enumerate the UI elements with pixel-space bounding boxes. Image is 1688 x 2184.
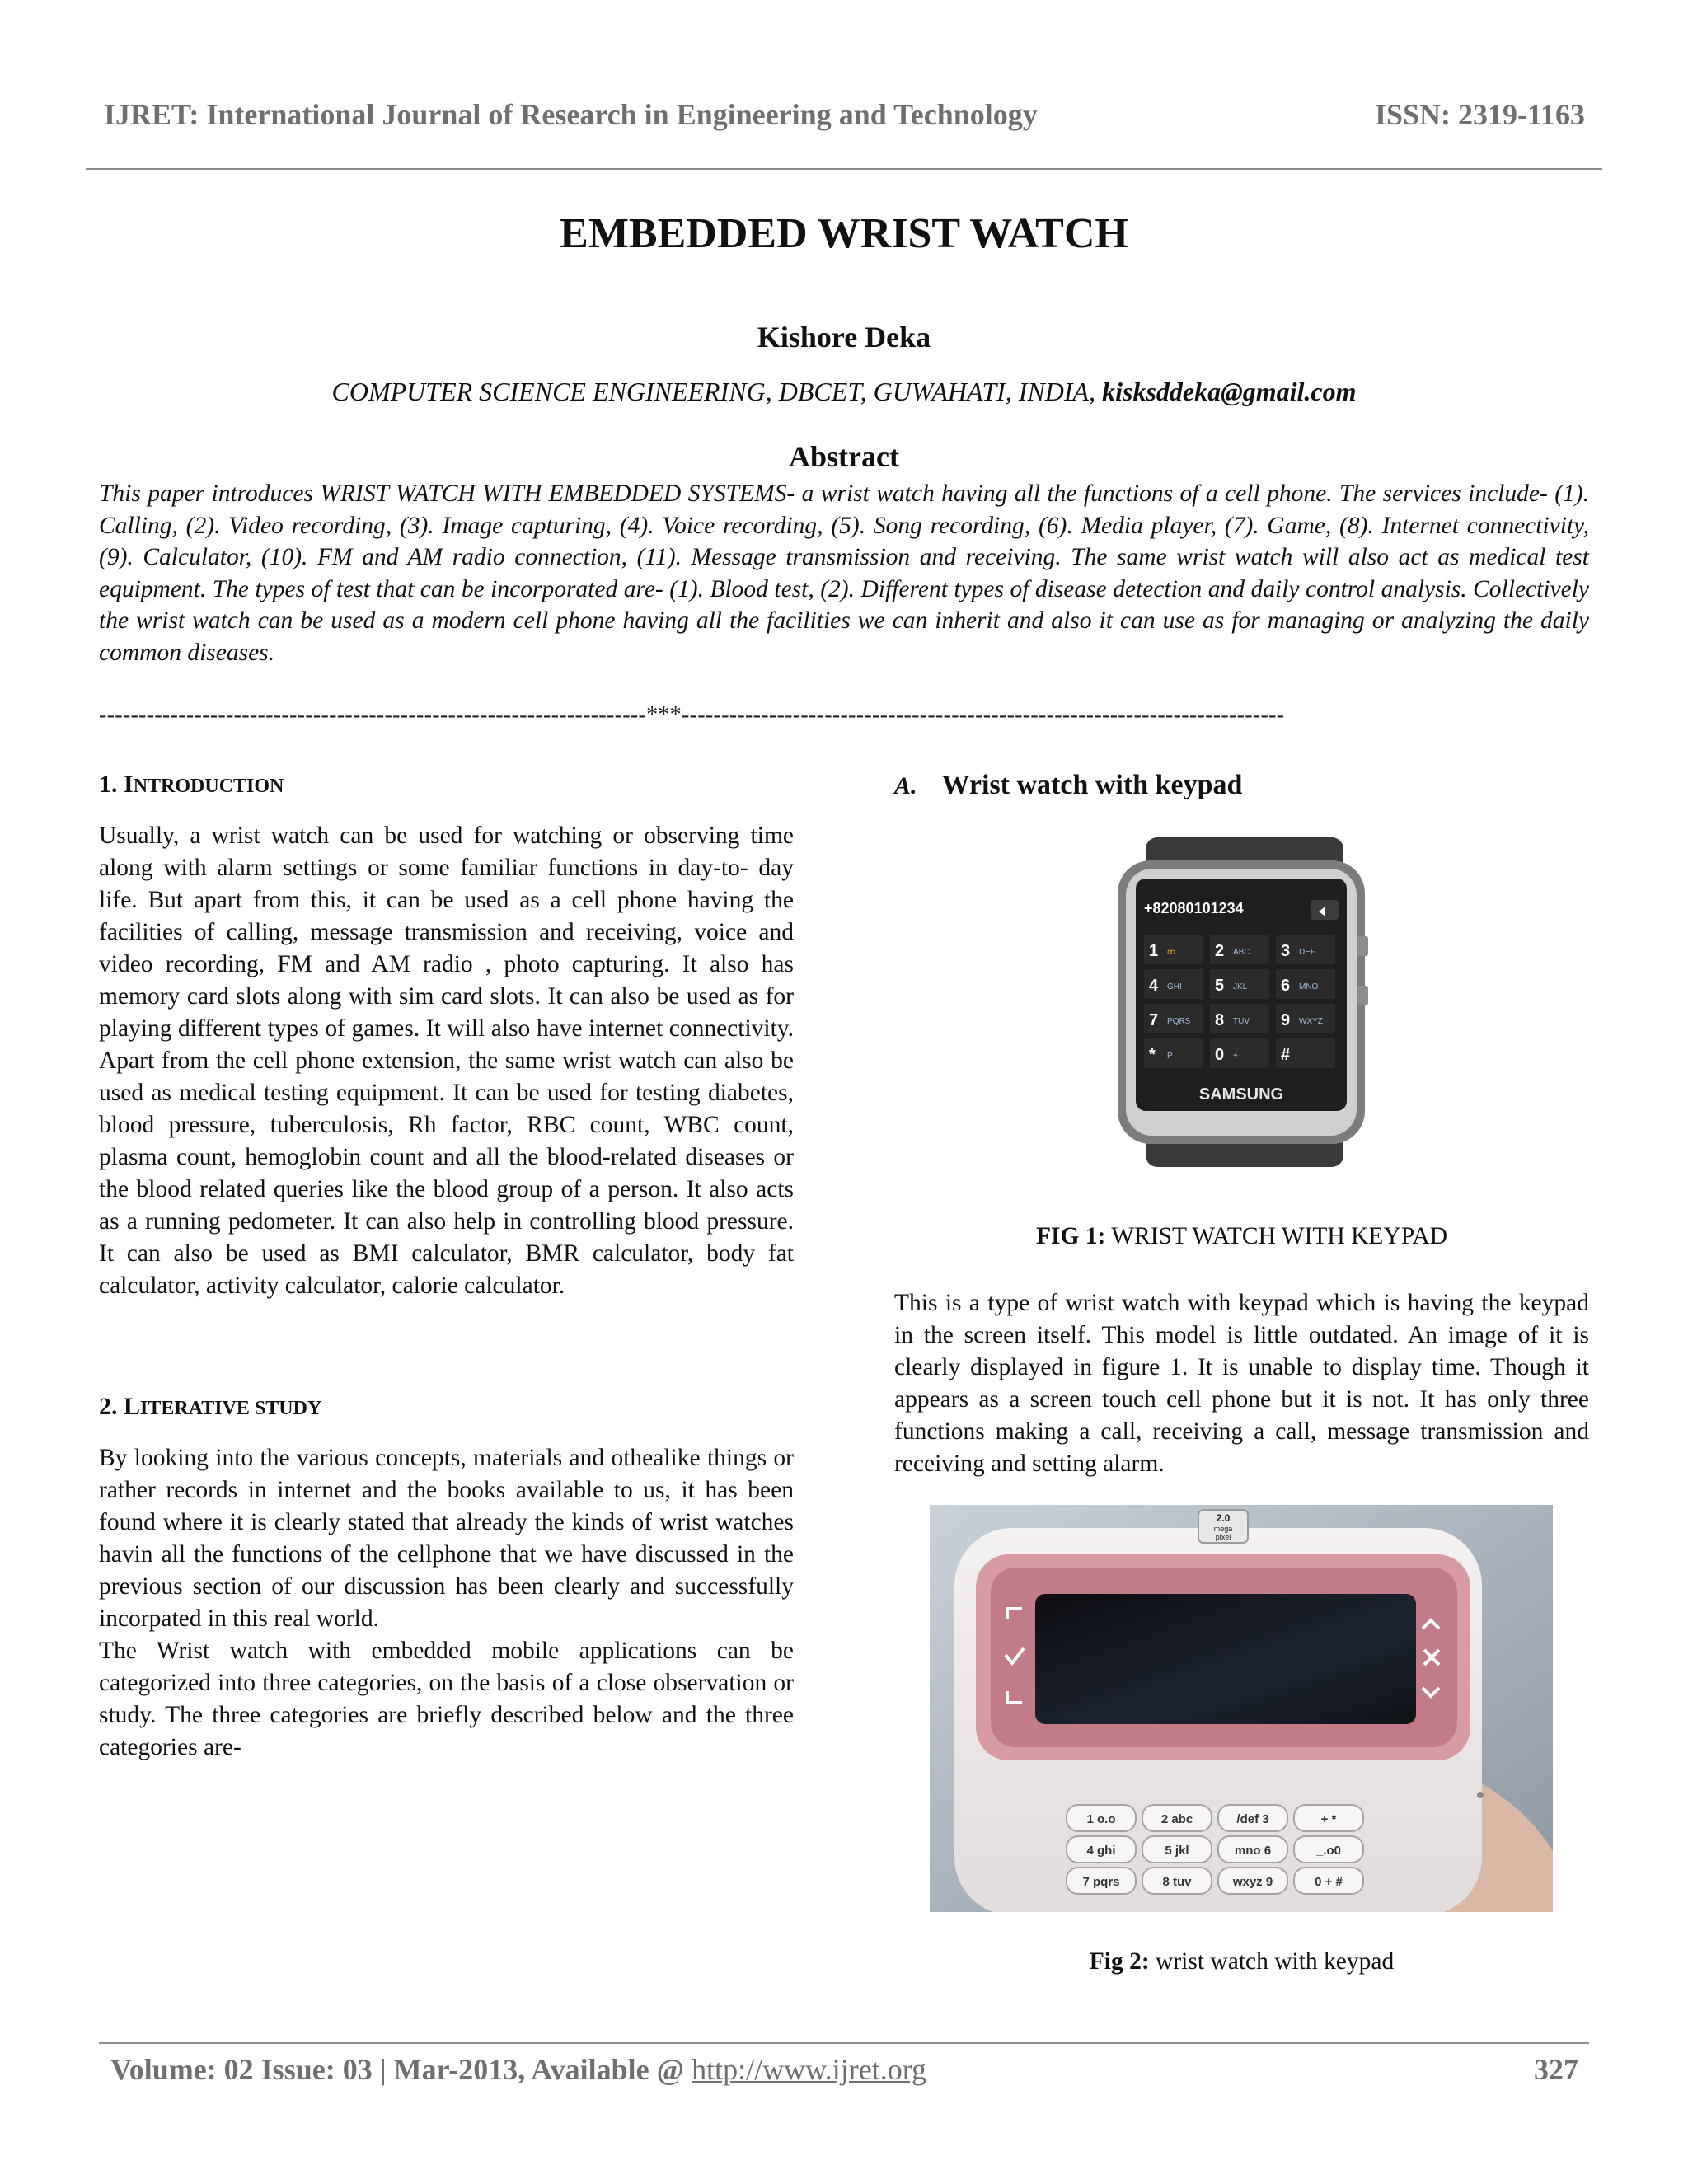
author-affiliation	[0, 377, 1688, 407]
keypad-2-key-label: _.o0	[1315, 1844, 1342, 1858]
figure-2-label: Fig 2:	[1089, 1948, 1150, 1975]
keypad-key-digit: 4	[1149, 977, 1159, 995]
camera-label-3: pixel	[1215, 1533, 1231, 1541]
watch-brand: SAMSUNG	[1198, 1085, 1284, 1104]
keypad-2-key-label: 5 jkl	[1165, 1844, 1189, 1858]
keypad-2-key-label: 1 o.o	[1086, 1812, 1116, 1826]
keypad-key-letters: WXYZ	[1299, 1017, 1323, 1026]
keypad-key-digit: 7	[1149, 1011, 1159, 1029]
issn: ISSN: 2319-1163	[1374, 98, 1585, 131]
figure-1-caption-text: WRIST WATCH WITH KEYPAD	[1105, 1223, 1448, 1249]
abstract-heading: Abstract	[789, 440, 899, 473]
keypad-key-digit: #	[1281, 1046, 1291, 1064]
figure-2-caption-text: wrist watch with keypad	[1149, 1948, 1395, 1975]
figure-2-caption	[894, 1948, 1589, 1975]
intro-heading-number: 1. I	[99, 771, 134, 798]
header-divider	[86, 168, 1602, 170]
keypad-2-key-label: 8 tuv	[1162, 1875, 1192, 1889]
keypad-key-letters: PQRS	[1167, 1017, 1191, 1026]
keypad-2-key-label: 4 ghi	[1086, 1844, 1116, 1858]
keypad-key-digit: 2	[1215, 942, 1225, 960]
intro-text: Usually, a wrist watch can be used for watching or observing time along with alarm settings or some familiar functions in day-to- day life. But apart from this, it can be used as a cell phone having the facilities of calling, message transmission and receiving, voice and video recording, FM and AM radio , photo capturing. It also has memory card slots along with sim card slots. It can also be used as for playing different types of games. It will also have internet connectivity. Apart from the cell phone extension, the same wrist watch can also be used as medical testing equipment. It can be used for testing diabetes, blood pressure, tuberculosis, Rh factor, RBC count, WBC count, plasma count, hemoglobin count and all the blood-related diseases or the blood related queries like the blood group of a person. It also acts as a running pedometer. It can also help in controlling blood pressure. It can also be used as BMI calculator, BMR calculator, body fat calculator, activity calculator, calorie calculator.	[99, 823, 794, 1299]
lit-text-2: The Wrist watch with embedded mobile applications can be categorized into three categories, on the basis of a close observation or study. The three categories are briefly described below and the three categories are-	[99, 1638, 794, 1760]
footer-volume	[110, 2052, 926, 2087]
page-number: 327	[1534, 2053, 1578, 2086]
intro-heading	[99, 771, 284, 799]
keypad-key-letters: +	[1233, 1052, 1238, 1061]
keypad-key-digit: 0	[1215, 1046, 1225, 1064]
keypad-2-key-label: + *	[1320, 1812, 1337, 1826]
author-email[interactable]: kisksddeka@gmail.com	[1102, 377, 1357, 406]
keypad-2-key-label: /def 3	[1236, 1812, 1269, 1826]
keypad-2-key-label: 7 pqrs	[1082, 1875, 1120, 1889]
side-button-2	[1357, 986, 1368, 1005]
camera-label-2: mega	[1213, 1525, 1233, 1533]
keypad-2-key-label: mno 6	[1234, 1844, 1272, 1858]
keypad-key-letters: JKL	[1233, 982, 1248, 991]
keypad-key-letters: GHI	[1167, 982, 1182, 991]
footer-volume-text: Volume: 02 Issue: 03 | Mar-2013, Available @	[110, 2053, 692, 2086]
affiliation-text: COMPUTER SCIENCE ENGINEERING, DBCET, GUWAHATI, INDIA,	[331, 377, 1103, 406]
keypad-key-digit: 3	[1281, 942, 1291, 960]
figure-1-caption	[894, 1223, 1589, 1250]
keypad-2-key-label: 0 + #	[1315, 1875, 1343, 1889]
keypad-key-digit: 1	[1149, 942, 1159, 960]
camera-label-1: 2.0	[1216, 1512, 1231, 1524]
journal-name: IJRET: International Journal of Research in Engineering and Technology	[104, 98, 1038, 131]
subsection-a-label: A.	[894, 772, 917, 799]
lit-heading-number: 2. L	[99, 1393, 141, 1420]
figure-1-image	[1113, 837, 1376, 1167]
keypad-key-digit: 5	[1215, 977, 1225, 995]
subsection-a-heading	[894, 770, 1242, 801]
figure-1-label: FIG 1:	[1035, 1223, 1106, 1249]
subsection-a-text: This is a type of wrist watch with keypad which is having the keypad in the screen itself. This model is little outdated. An image of it is clearly displayed in figure 1. It is unable to display time. Though it appears as a screen touch cell phone but it is not. It has only three functions making a call, receiving a call, message transmission and receiving and setting alarm.	[894, 1290, 1589, 1477]
subsection-a-title: Wrist watch with keypad	[941, 770, 1243, 800]
figure-2-image	[930, 1505, 1553, 1912]
keypad-key-digit: *	[1149, 1046, 1156, 1064]
footer-divider	[99, 2042, 1589, 2044]
keypad-key-letters: ABC	[1233, 948, 1250, 957]
watch-screen-2	[1035, 1594, 1416, 1724]
keypad-key-letters: P	[1167, 1052, 1173, 1061]
paper-title: EMBEDDED WRIST WATCH	[560, 210, 1128, 257]
phone-number: +82080101234	[1144, 900, 1244, 916]
lit-text-1: By looking into the various concepts, materials and othealike things or rather records in internet and the books available to us, it has been found where it is clearly stated that already the kinds of wrist watches havin all the functions of the cellphone that we have discussed in the previous section of our discussion has been clearly and successfully incorpated in this real world.	[99, 1445, 794, 1632]
section-separator: ---------------------------------------------------------------------***----------------------------------------------------------------------------	[99, 702, 1285, 728]
sensor-dot	[1477, 1792, 1484, 1798]
keypad-key-letters: DEF	[1299, 948, 1315, 957]
journal-url-link[interactable]: http://www.ijret.org	[692, 2053, 927, 2086]
keypad-key-letters: TUV	[1233, 1017, 1250, 1026]
keypad-key-letters: ꝏ	[1167, 948, 1176, 957]
author-name: Kishore Deka	[757, 321, 931, 354]
intro-heading-rest: NTRODUCTION	[133, 776, 284, 797]
keypad-2-key-label: 2 abc	[1160, 1812, 1193, 1826]
keypad-key-digit: 9	[1281, 1011, 1291, 1029]
keypad-key-digit: 6	[1281, 977, 1291, 995]
abstract-text: This paper introduces WRIST WATCH WITH EMBEDDED SYSTEMS- a wrist watch having all the functions of a cell phone. The services include- (1). Calling, (2). Video recording, (3). Image capturing, (4). Voice recording, (5). Song recording, (6). Media player, (7). Game, (8). Internet connectivity, (9). Calculator, (10). FM and AM radio connection, (11). Message transmission and receiving. The same wrist watch will also act as medical test equipment. The types of test that can be incorporated are- (1). Blood test, (2). Different types of disease detection and daily control analysis. Collectively the wrist watch can be used as a modern cell phone having all the facilities we can inherit and also it can use as for managing or analyzing the daily common diseases.	[99, 480, 1589, 666]
side-button-1	[1357, 936, 1368, 956]
keypad-2-key-label: wxyz 9	[1232, 1875, 1273, 1889]
keypad-key-letters: MNO	[1299, 982, 1319, 991]
lit-heading-rest: ITERATIVE STUDY	[140, 1398, 322, 1419]
lit-heading	[99, 1393, 321, 1421]
keypad-key-digit: 8	[1215, 1011, 1225, 1029]
